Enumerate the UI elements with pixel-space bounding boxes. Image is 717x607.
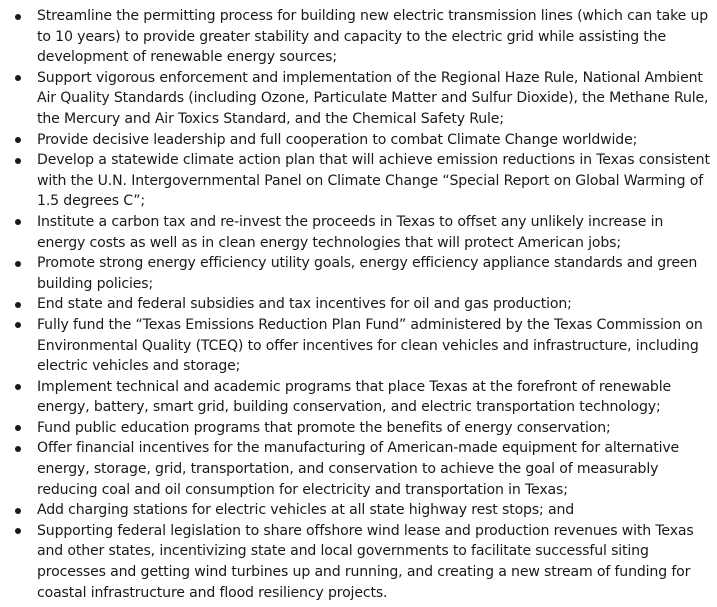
list-item bbox=[0, 6, 717, 68]
bullet-icon bbox=[15, 158, 21, 164]
bullet-icon bbox=[15, 302, 21, 308]
list-item bbox=[0, 253, 717, 294]
bullet-icon bbox=[15, 508, 21, 514]
list-item bbox=[0, 68, 717, 130]
list-item bbox=[0, 377, 717, 418]
list-item bbox=[0, 438, 717, 500]
bullet-icon bbox=[15, 261, 21, 267]
bullet-icon bbox=[15, 75, 21, 81]
list-item bbox=[0, 150, 717, 212]
bullet-icon bbox=[15, 528, 21, 534]
list-item bbox=[0, 521, 717, 603]
list-item-text: Institute a carbon tax and re-invest the proceeds in Texas to offset any unlikely increase in energy costs as well as in clean energy technologies that will protect American jobs; bbox=[37, 213, 664, 251]
list-item bbox=[0, 418, 717, 439]
list-item-text: Supporting federal legislation to share offshore wind lease and production revenues with Texas and other states, incentivizing state and local governments to facilitate successful siting processes and getting wind turbines up and running, and creating a new stream of funding for coastal infrastructure and flood resiliency projects. bbox=[37, 522, 694, 601]
list-item bbox=[0, 212, 717, 253]
bullet-icon bbox=[15, 322, 21, 328]
list-item-text: End state and federal subsidies and tax incentives for oil and gas production; bbox=[37, 296, 572, 313]
list-item-text: Add charging stations for electric vehicles at all state highway rest stops; and bbox=[37, 502, 575, 519]
list-item bbox=[0, 315, 717, 377]
bullet-icon bbox=[15, 384, 21, 390]
list-item-text: Fund public education programs that promote the benefits of energy conservation; bbox=[37, 419, 611, 436]
list-item-text: Promote strong energy efficiency utility goals, energy efficiency appliance standards and green building policies; bbox=[37, 255, 698, 292]
list-item-text: Provide decisive leadership and full cooperation to combat Climate Change worldwide; bbox=[37, 131, 638, 148]
bullet-icon bbox=[15, 137, 21, 143]
list-item-text: Support vigorous enforcement and implementation of the Regional Haze Rule, National Ambient Air Quality Standards (including Ozone, Particulate Matter and Sulfur Dioxide), the Methane Rule, the Mercury and Air Toxics Standard, and the Chemical Safety Rule; bbox=[37, 69, 709, 127]
list-item-text: Fully fund the “Texas Emissions Reduction Plan Fund” administered by the Texas Commission on Environmental Quality (TCEQ) to offer incentives for clean vehicles and infrastructure, including electric vehicles and storage; bbox=[37, 316, 703, 375]
bullet-icon bbox=[15, 425, 21, 431]
list-item-text: Offer financial incentives for the manufacturing of American-made equipment for alternative energy, storage, grid, transportation, and conservation to achieve the goal of measurably reducing coal and oil consumption for electricity and transportation in Texas; bbox=[37, 440, 680, 498]
bullet-icon bbox=[15, 446, 21, 452]
list-item-text: Streamline the permitting process for building new electric transmission lines (which can take up to 10 years) to provide greater stability and capacity to the electric grid while assisting the development of renewable energy sources; bbox=[37, 8, 709, 66]
list-item bbox=[0, 130, 717, 151]
bullet-list bbox=[0, 6, 717, 603]
bullet-icon bbox=[15, 219, 21, 225]
list-item-text: Develop a statewide climate action plan that will achieve emission reductions in Texas consistent with the U.N. Intergovernmental Panel on Climate Change “Special Report on Global Warming of 1.5 degrees C”; bbox=[37, 152, 710, 210]
list-item-text: Implement technical and academic programs that place Texas at the forefront of renewable energy, battery, smart grid, building conservation, and electric transportation technology; bbox=[37, 378, 672, 416]
list-item bbox=[0, 500, 717, 521]
list-item bbox=[0, 294, 717, 315]
bullet-icon bbox=[15, 14, 21, 20]
